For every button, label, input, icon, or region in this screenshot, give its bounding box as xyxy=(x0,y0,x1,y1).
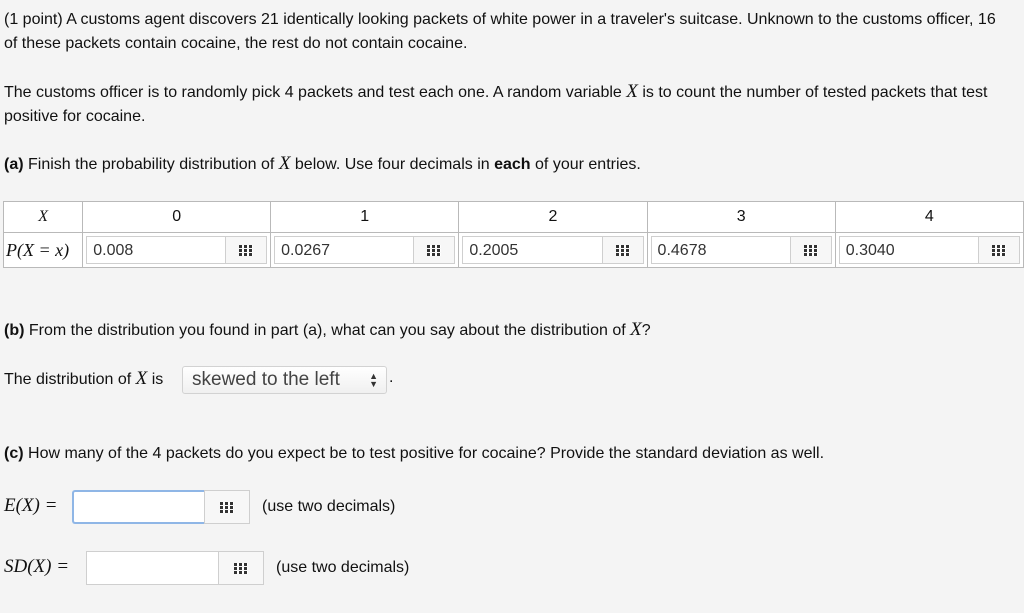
prob-cell-1 xyxy=(271,233,459,268)
prob-cell-4 xyxy=(835,233,1023,268)
part-a-label: (a) xyxy=(4,156,24,173)
part-a-text3: of your entries. xyxy=(535,156,641,173)
part-a-text1: Finish the probability distribution of xyxy=(28,156,275,173)
prob-input-2[interactable]: 0.2005 xyxy=(462,236,601,264)
header-x-2: 2 xyxy=(459,202,647,233)
sd-matrix-button[interactable] xyxy=(218,551,264,585)
part-b-var: X xyxy=(630,319,642,340)
matrix-button-1[interactable] xyxy=(413,236,455,264)
header-x-3: 3 xyxy=(647,202,835,233)
distribution-table xyxy=(3,201,1024,268)
prob-cell-3 xyxy=(647,233,835,268)
part-b-answer-is: is xyxy=(151,371,164,388)
part-b-label: (b) xyxy=(4,322,25,339)
ex-input[interactable] xyxy=(72,490,204,524)
part-b-period: . xyxy=(389,369,394,386)
prob-input-1[interactable]: 0.0267 xyxy=(274,236,413,264)
header-x-0: 0 xyxy=(83,202,271,233)
part-c-label: (c) xyxy=(4,445,24,462)
sd-label: SD(X) = xyxy=(4,556,70,577)
matrix-button-2[interactable] xyxy=(602,236,644,264)
sd-input[interactable] xyxy=(86,551,218,585)
matrix-button-3[interactable] xyxy=(790,236,832,264)
row-label-text: P(X = x) xyxy=(6,239,70,260)
ex-matrix-button[interactable] xyxy=(204,490,250,524)
grid-icon xyxy=(616,245,630,256)
grid-icon xyxy=(234,563,248,574)
part-a-bold: each xyxy=(494,156,531,173)
prob-input-3[interactable]: 0.4678 xyxy=(651,236,790,264)
select-value: skewed to the left xyxy=(192,369,340,390)
header-x-label: X xyxy=(4,202,83,233)
prob-input-0[interactable]: 0.008 xyxy=(86,236,225,264)
part-b-answer-line xyxy=(4,367,1004,392)
grid-icon xyxy=(992,245,1006,256)
matrix-button-4[interactable] xyxy=(978,236,1020,264)
grid-icon xyxy=(220,502,234,513)
problem-intro xyxy=(4,8,1004,56)
sd-answer-group xyxy=(86,551,409,585)
part-c-text: How many of the 4 packets do you expect be to test positive for cocaine? Provide the standard deviation as well. xyxy=(28,445,825,462)
ex-answer-group xyxy=(72,490,395,524)
matrix-button-0[interactable] xyxy=(225,236,267,264)
ex-hint: (use two decimals) xyxy=(262,498,396,515)
distribution-shape-select[interactable] xyxy=(182,366,387,394)
part-b-question xyxy=(4,318,1004,343)
header-x-1: 1 xyxy=(271,202,459,233)
prob-input-4[interactable]: 0.3040 xyxy=(839,236,978,264)
table-header-row xyxy=(4,202,1024,233)
part-b-answer-prefix: The distribution of xyxy=(4,371,132,388)
setup-var: X xyxy=(626,81,638,102)
setup-text-a: The customs officer is to randomly pick 4 packets and test each one. A random variable xyxy=(4,84,622,101)
points-label: (1 point) xyxy=(4,11,63,28)
prob-cell-0 xyxy=(83,233,271,268)
part-a-text2: below. Use four decimals in xyxy=(294,156,490,173)
ex-label: E(X) = xyxy=(4,495,58,516)
part-b-answer-var: X xyxy=(135,368,148,389)
sd-hint: (use two decimals) xyxy=(276,559,410,576)
problem-setup xyxy=(4,80,1004,129)
table-prob-row xyxy=(4,233,1024,268)
part-a-var: X xyxy=(278,153,291,174)
part-b-qmark: ? xyxy=(641,322,651,339)
header-x-4: 4 xyxy=(835,202,1023,233)
prob-cell-2 xyxy=(459,233,647,268)
select-arrows-icon: ▲ ▼ xyxy=(369,371,378,389)
intro-text: A customs agent discovers 21 identically looking packets of white power in a traveler's suitcase. Unknown to the customs officer, 16 of these packets contain cocaine, the rest do not contain cocaine. xyxy=(4,11,996,52)
grid-icon xyxy=(239,245,253,256)
part-c-question xyxy=(4,442,1004,466)
part-a-question xyxy=(4,152,1004,177)
row-label-prob xyxy=(4,233,83,268)
grid-icon xyxy=(427,245,441,256)
part-b-text: From the distribution you found in part (a), what can you say about the distribution of xyxy=(28,322,626,339)
setup-text-b: is to count the number of tested packets that test positive for cocaine. xyxy=(4,84,988,125)
grid-icon xyxy=(804,245,818,256)
